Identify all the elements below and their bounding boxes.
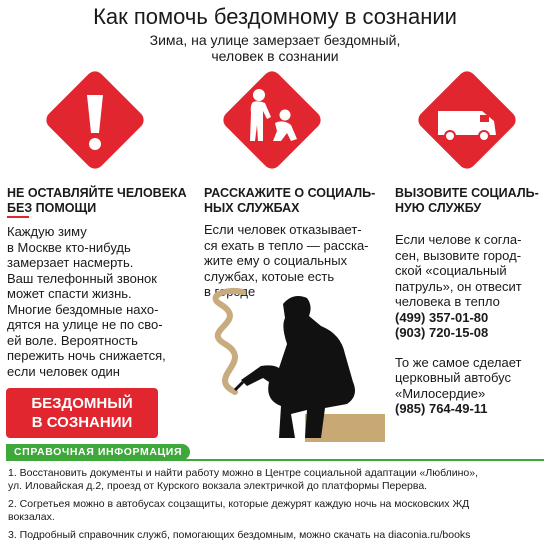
phone-number: (985) 764-49-11 [395, 401, 488, 416]
col3-heading: ВЫЗОВИТЕ СОЦИАЛЬ- НУЮ СЛУЖБУ [395, 186, 539, 215]
badge-homeless-conscious: БЕЗДОМНЫЙ В СОЗНАНИИ [6, 388, 158, 438]
col2-heading: РАССКАЖИТЕ О СОЦИАЛЬ- НЫХ СЛУЖБАХ [204, 186, 376, 215]
reference-item: 3. Подробный справочник служб, помогающих бездомным, можно скачать на diaconia.ru/books [8, 529, 471, 541]
helping-person-icon [217, 65, 327, 175]
van-icon [412, 65, 522, 175]
exclamation-icon [40, 65, 150, 175]
reference-item: 2. Согретьея можно в автобусах соцзащиты, которые дежурят каждую ночь на московских ЖД вокзалах. [8, 498, 470, 523]
divider [7, 216, 29, 218]
reference-label: СПРАВОЧНАЯ ИНФОРМАЦИЯ [6, 444, 190, 460]
col3-body: Если челове к согла- сен, вызовите город- ской «социальный патруль», он отвесит человека в тепло (499) 357-01-80 (903) 720-15-08 То же самое сделает церковный автобус «Милосердие» (985) 764-49-11 [395, 232, 545, 417]
phone-number: (499) 357-01-80 [395, 309, 489, 325]
reference-item: 1. Восстановить документы и найти работу можно в Центре социальной адаптации «Люблино», ул. Иловайская д.2, проезд от Курского вокзала электричкой до платформы Перерва. [8, 467, 479, 492]
col2-body: Если человек отказывает- ся ехать в тепло — расска- жите ему о социальных службах, котоые есть в городе [204, 222, 369, 299]
page-title: Как помочь бездомному в сознании [93, 4, 457, 29]
page-subtitle: Зима, на улице замерзает бездомный, человек в сознании [149, 32, 401, 64]
phone-number: (903) 720-15-08 [395, 325, 489, 340]
col1-body: Каждую зиму в Москве кто-нибудь замерзает насмерть. Ваш телефонный звонок может спасти жизнь. Многие бездомные нахо- дятся на улице не по сво- ей воле. Вероятность пережить ночь снижается, если человек один [7, 224, 166, 379]
sitting-homeless-illustration [195, 282, 395, 444]
col1-heading: НЕ ОСТАВЛЯЙТЕ ЧЕЛОВЕКА БЕЗ ПОМОЩИ [7, 186, 187, 215]
